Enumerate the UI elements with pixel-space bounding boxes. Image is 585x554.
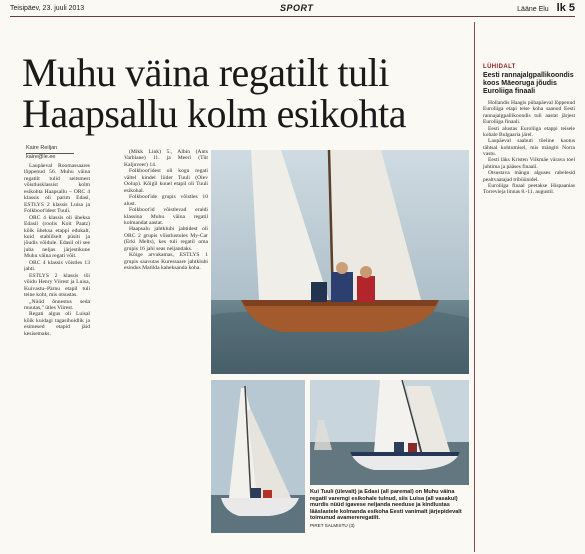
sidebar-label: LÜHIDALT <box>483 64 516 70</box>
paragraph: Laupäeval Roomassaares lõppenud 56. Muhu väina regatilt tulid seitsmest võistlusklassist kolm esikohta Haapsallu – ORC 4 klassis oli parim Edasi, ESTLYS 2 klassis Luisa ja Folkboot'idest Tuuli. <box>24 163 90 215</box>
paper-info <box>517 2 575 14</box>
paragraph: Laupäeval saabuti tõeline kaotus tähtsal kohtumisel, mis mängiti Norra vastu. <box>483 138 575 157</box>
paragraph: Folkboot'id võistlevad eraldi klassina Muhu väina regatil kolmandat aastat. <box>124 207 208 226</box>
article-column-1 <box>24 163 90 551</box>
sidebar-news <box>474 22 579 552</box>
paper-name: Lääne Elu <box>517 6 549 13</box>
article-headline: Muhu väina regatilt tuli Haapsallu kolm esikohta <box>22 50 406 136</box>
paragraph: ESTLYS 2 klassis tõi võidu Henry Viirest ja Luisa, Kuivastu–Pärnu etapil tuli teine koht, mis otsustas. <box>24 272 90 299</box>
paragraph: (Mikk Link) 5., Albin (Ants Varblane) 11. ja Meeri (Tiit Kaljuveer) 14. <box>124 149 208 168</box>
article-column-2 <box>124 149 208 551</box>
photo-caption <box>310 489 468 529</box>
paragraph: Folkboot'idest oli kogu regati vältel kindel liider Tuuli (Olev Oolup). Kõigil kuuel etapil oli Tuuli esikohal. <box>124 168 208 194</box>
sailing-photo-tuuli <box>211 150 469 374</box>
paragraph: Eesti alustas Euroliiga etappi teisele kohale Bulgaaria järel. <box>483 125 575 138</box>
sidebar-title: Eesti rannajalgpallikoondis koos Mäeoruga jõudis Euroliiga finaali <box>483 72 574 95</box>
caption-text: Kui Tuuli (ülevalt) ja Edasi (all paremal) on Muhu väina regatil varemgi esikohale tulnud, siis Luisa (all vasakul) murdis nüüd igavese neljanda needuse ja kindlustas lääslastele kolmanda esikoha Eesti vanimalt järjepidevalt toimunud avamereregatilt. <box>310 489 462 521</box>
paragraph: Folkboot'ide grupis võistles 10 alust. <box>124 194 208 207</box>
paragraph: Euroliiga finaal peetakse Hispaanias Torrevieja linnas 8.-11. augustil. <box>483 182 575 196</box>
byline-email: kaire@le.ee <box>26 154 56 160</box>
sailing-photo-luisa <box>211 380 305 533</box>
sailing-photo-edasi <box>310 380 469 485</box>
paragraph: Regati algus oli Luisal kõik kuidagi tagasihoidlik ja esimesed etapid jäid kesisemaks. <box>24 311 90 337</box>
page-header <box>10 2 575 17</box>
paragraph: „Nüüd õnnestus seda muutas," ütles Viirest. <box>24 298 90 311</box>
paragraph: ORC 4 klassis oli üheksa Edasil (roolis Koit Paatz) kõik üheksa etappi edukalt, kuid stabiilselt püsiti ja jõudis võidule. Edasil oli see juba neljas järjestikune Muhu väina regati võit. <box>24 214 90 260</box>
paragraph: Otsustava mängu alguses rabelesid pealtvaatajad tribüünidel. <box>483 170 575 183</box>
paragraph: Hollandis Haagis pühapäeval lõppenud Euroliiga etapi teise koha saanud Eesti rannajalgpallikoondis tuli aastat järjest Euroliiga finaali. <box>483 100 575 126</box>
paragraph: Eesti läks Kristen Viikmäe värava toel juhtima ja pääses finaali. <box>483 157 575 170</box>
paragraph: Haapsalu jahtklubi jahtidest oli ORC 2 grupis võistlustules My-Car (Erki Melts), kes tuli regatil oma grupis 16 jahi seas neljandaks. <box>124 226 208 252</box>
page-number: lk 5 <box>556 2 575 14</box>
byline <box>26 145 74 161</box>
byline-name: Kaire Reiljan <box>26 145 58 151</box>
paragraph: Kõige arvukamas, ESTLYS 1 grupis saavutas Kuressaare jahtklubi esindus Matilda kaheksanda koha. <box>124 252 208 272</box>
section-name: SPORT <box>280 3 314 13</box>
issue-date: Teisipäev, 23. juuli 2013 <box>10 5 85 12</box>
paragraph: ORC 4 klassis võistles 13 jahti. <box>24 259 90 273</box>
photo-credit: PIRET SALMISTU (3) <box>310 522 355 528</box>
sidebar-body <box>483 100 575 196</box>
